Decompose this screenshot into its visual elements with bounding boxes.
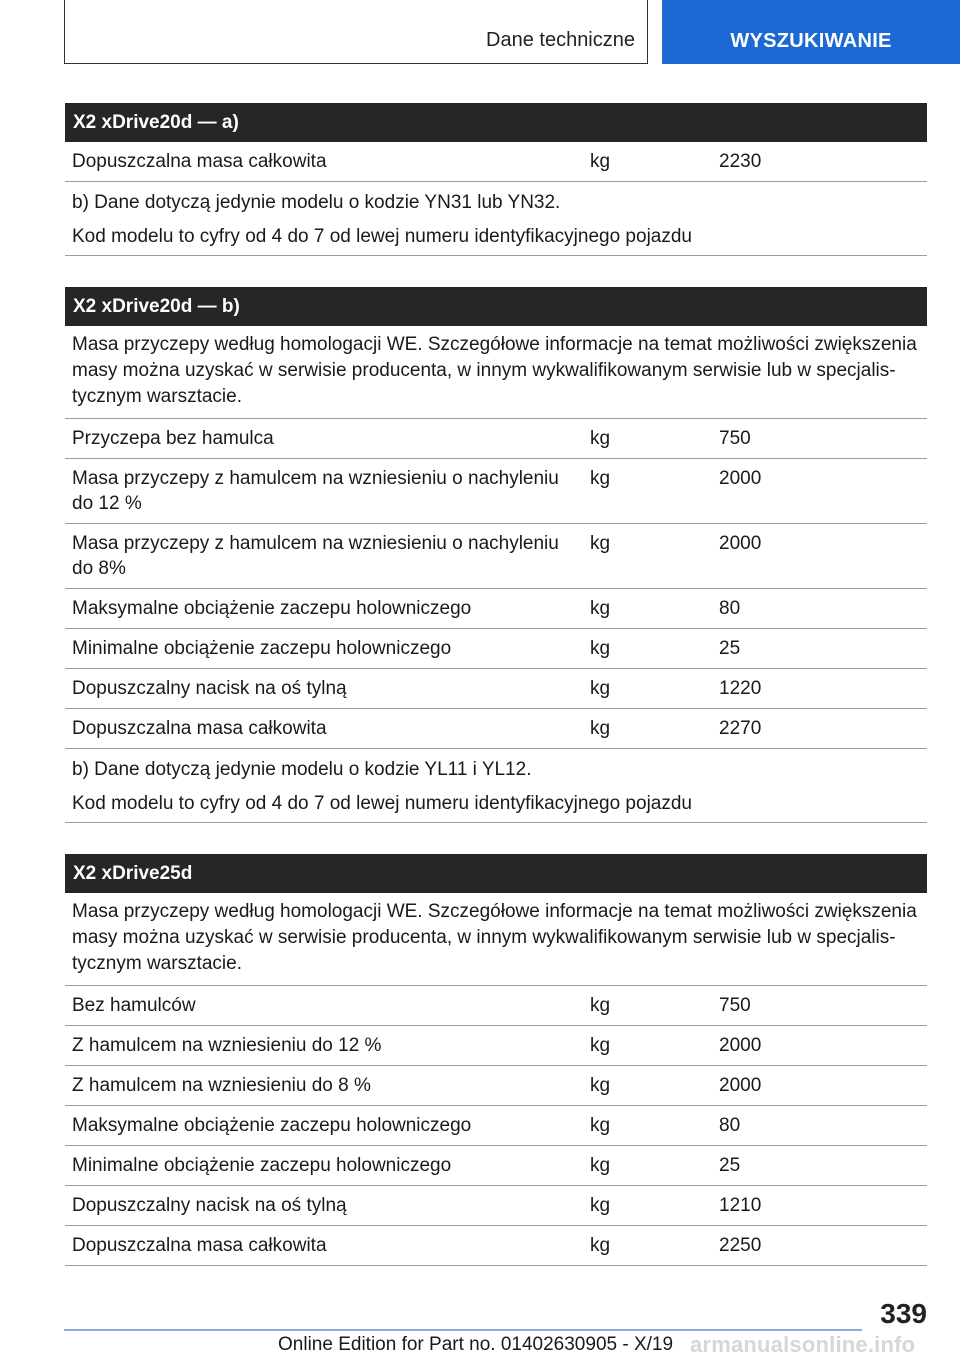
- row-label: Z hamulcem na wzniesieniu do 12 %: [72, 1035, 382, 1056]
- row-unit: kg: [590, 1235, 611, 1256]
- page-header: [0, 0, 960, 66]
- row-label: Maksymalne obciążenie zaczepu holowniczego: [72, 1115, 472, 1136]
- row-value: 1220: [719, 678, 762, 699]
- spec-content: [65, 103, 927, 1297]
- section-heading: X2 xDrive25d: [65, 854, 927, 893]
- row-label: Dopuszczalna masa całkowita: [72, 151, 327, 172]
- table-row: [65, 986, 927, 1026]
- row-label: Minimalne obciążenie zaczepu holowniczego: [72, 638, 452, 659]
- header-title-box: [64, 0, 648, 64]
- row-label: Dopuszczalny nacisk na oś tylną: [72, 678, 347, 699]
- row-label: Masa przyczepy z hamulcem na wzniesieniu o nachyleniu do 12 %: [72, 468, 559, 514]
- row-unit: kg: [590, 1155, 611, 1176]
- row-value: 2000: [719, 1035, 762, 1056]
- row-value: 25: [719, 638, 741, 659]
- table-row: [65, 459, 927, 524]
- table-row: [65, 1226, 927, 1266]
- section-heading: X2 xDrive20d — b): [65, 287, 927, 326]
- row-value: 2000: [719, 468, 762, 489]
- section-notes: [65, 749, 927, 823]
- note-line: Kod modelu to cyfry od 4 do 7 od lewej numeru identyfikacyjnego pojazdu: [72, 226, 692, 247]
- section-notes: [65, 182, 927, 256]
- row-label: Maksymalne obciążenie zaczepu holowniczego: [72, 598, 472, 619]
- table-row: [65, 524, 927, 589]
- edition-text: Online Edition for Part no. 01402630905 - X/19: [278, 1334, 674, 1355]
- section-intro: Masa przyczepy według homologacji WE. Szczegółowe informacje na temat możliwości zwiększenia masy można uzyskać w serwisie producenta, w innym wykwalifikowanym serwisie lub w specjalis-tycznym warsztacie.: [65, 893, 927, 986]
- row-value: 2000: [719, 1075, 762, 1096]
- row-value: 2270: [719, 718, 762, 739]
- row-value: 2230: [719, 151, 762, 172]
- section-heading: X2 xDrive20d — a): [65, 103, 927, 142]
- table-row: [65, 1026, 927, 1066]
- row-label: Dopuszczalna masa całkowita: [72, 1235, 327, 1256]
- row-unit: kg: [590, 638, 611, 659]
- table-row: [65, 1106, 927, 1146]
- row-label: Przyczepa bez hamulca: [72, 428, 274, 449]
- row-unit: kg: [590, 598, 611, 619]
- search-button[interactable]: WYSZUKIWANIE: [662, 0, 960, 64]
- row-value: 25: [719, 1155, 741, 1176]
- spec-section: [65, 854, 927, 1266]
- row-unit: kg: [590, 428, 611, 449]
- spec-section: [65, 287, 927, 823]
- table-row: [65, 709, 927, 749]
- note-line: b) Dane dotyczą jedynie modelu o kodzie YN31 lub YN32.: [72, 192, 561, 213]
- footer-divider: [64, 1329, 862, 1331]
- row-unit: kg: [590, 1115, 611, 1136]
- row-label: Dopuszczalny nacisk na oś tylną: [72, 1195, 347, 1216]
- row-value: 2250: [719, 1235, 762, 1256]
- row-label: Minimalne obciążenie zaczepu holowniczego: [72, 1155, 452, 1176]
- table-row: [65, 419, 927, 459]
- row-unit: kg: [590, 1035, 611, 1056]
- row-value: 2000: [719, 533, 762, 554]
- row-unit: kg: [590, 533, 611, 554]
- row-unit: kg: [590, 468, 611, 489]
- watermark: armanualsonline.info: [690, 1332, 916, 1357]
- spec-section: [65, 103, 927, 256]
- table-row: [65, 1186, 927, 1226]
- header-title: Dane techniczne: [486, 29, 635, 51]
- row-unit: kg: [590, 678, 611, 699]
- row-unit: kg: [590, 1195, 611, 1216]
- page-number: 339: [880, 1298, 927, 1329]
- row-unit: kg: [590, 1075, 611, 1096]
- row-value: 80: [719, 1115, 741, 1136]
- row-unit: kg: [590, 718, 611, 739]
- table-row: [65, 1146, 927, 1186]
- row-value: 750: [719, 428, 751, 449]
- table-row: [65, 669, 927, 709]
- table-row: [65, 142, 927, 182]
- row-value: 750: [719, 995, 751, 1016]
- table-row: [65, 1066, 927, 1106]
- row-value: 80: [719, 598, 741, 619]
- note-line: Kod modelu to cyfry od 4 do 7 od lewej numeru identyfikacyjnego pojazdu: [72, 793, 692, 814]
- table-row: [65, 589, 927, 629]
- row-label: Z hamulcem na wzniesieniu do 8 %: [72, 1075, 371, 1096]
- row-unit: kg: [590, 151, 611, 172]
- row-label: Dopuszczalna masa całkowita: [72, 718, 327, 739]
- note-line: b) Dane dotyczą jedynie modelu o kodzie YL11 i YL12.: [72, 759, 532, 780]
- table-row: [65, 629, 927, 669]
- row-label: Bez hamulców: [72, 995, 196, 1016]
- row-label: Masa przyczepy z hamulcem na wzniesieniu o nachyleniu do 8%: [72, 533, 559, 579]
- row-unit: kg: [590, 995, 611, 1016]
- row-value: 1210: [719, 1195, 762, 1216]
- section-intro: Masa przyczepy według homologacji WE. Szczegółowe informacje na temat możliwości zwiększenia masy można uzyskać w serwisie producenta, w innym wykwalifikowanym serwisie lub w specjalis-tycznym warsztacie.: [65, 326, 927, 419]
